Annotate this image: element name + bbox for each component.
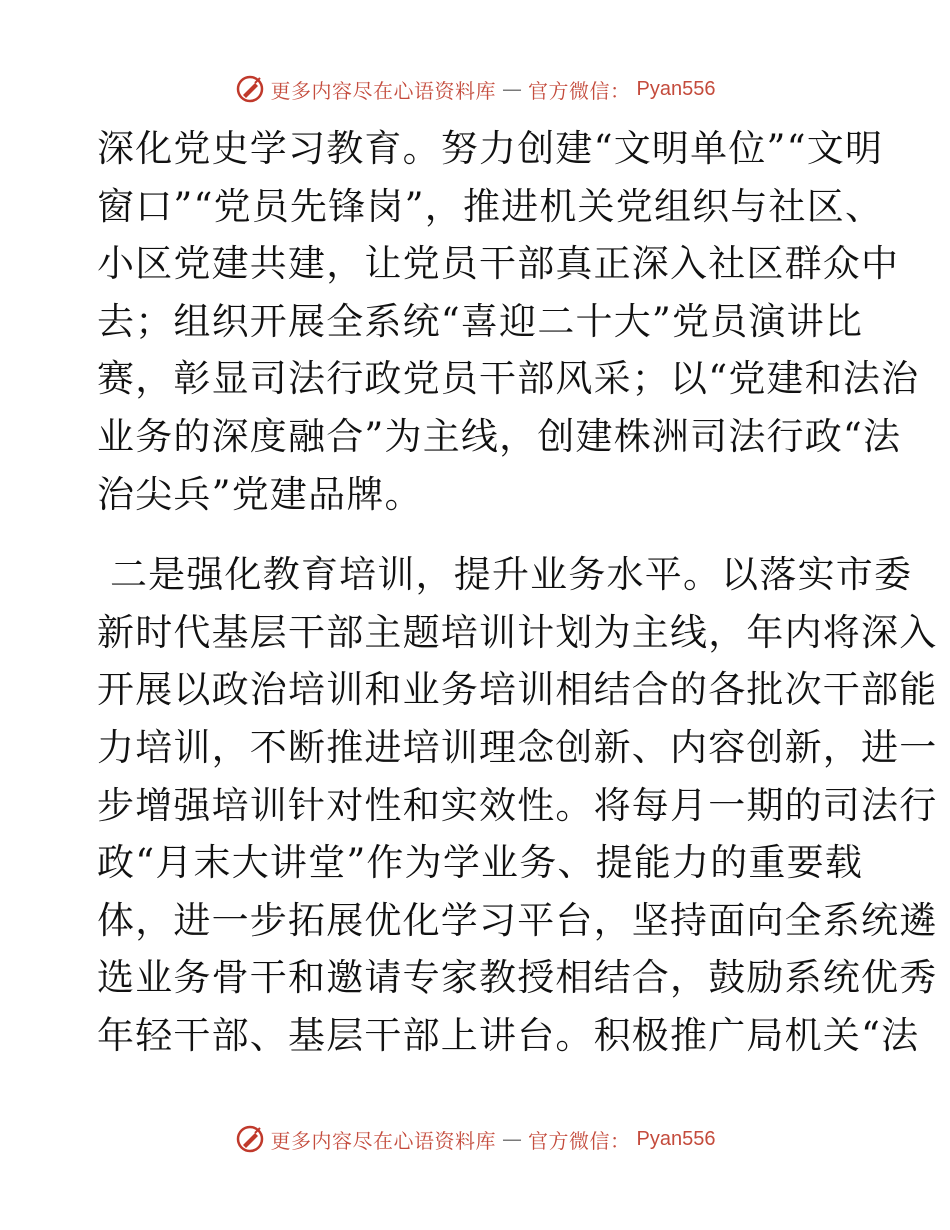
paragraph-education-training [97,546,938,1064]
watermark-separator: — [502,77,523,101]
text-line: 体，进一步拓展优化学习平台，坚持面向全系统遴 [97,898,938,942]
footer-watermark [0,1124,950,1154]
text-line: 去；组织开展全系统“喜迎二十大”党员演讲比 [97,299,864,343]
watermark-separator: — [502,1127,523,1151]
watermark-wechat-id: Pyan556 [636,1127,716,1150]
quill-logo-icon [235,1124,265,1154]
text-line: 开展以政治培训和业务培训相结合的各批次干部能 [97,668,938,712]
header-watermark [0,74,950,104]
watermark-official: 官方微信： [528,78,631,103]
text-line: 赛，彰显司法行政党员干部风采；以“党建和法治 [97,357,920,401]
text-line: 深化党史学习教育。努力创建“文明单位”“文明 [97,127,884,170]
text-line: 力培训，不断推进培训理念创新、内容创新，进一 [97,725,938,769]
watermark-brand: 更多内容尽在心语资料库 [270,78,497,103]
text-line: 选业务骨干和邀请专家教授相结合，鼓励系统优秀 [97,956,938,1000]
paragraph-party-building [97,120,920,523]
text-line: 政“月末大讲堂”作为学业务、提能力的重要载 [97,841,864,885]
document-body [97,120,938,1065]
text-line: 治尖兵”党建品牌。 [97,472,423,516]
text-line: 年轻干部、基层干部上讲台。积极推广局机关“法 [97,1013,920,1057]
watermark-official: 官方微信： [528,1128,631,1153]
text-line: 小区党建共建，让党员干部真正深入社区群众中 [97,242,900,286]
watermark-wechat-id: Pyan556 [636,77,716,100]
text-line: 窗口”“党员先锋岗”，推进机关党组织与社区、 [97,184,884,228]
watermark-brand: 更多内容尽在心语资料库 [270,1128,497,1153]
quill-logo-icon [235,74,265,104]
text-line: 二是强化教育培训，提升业务水平。以落实市委 [97,553,913,597]
text-line: 新时代基层干部主题培训计划为主线，年内将深入 [97,610,938,654]
text-line: 业务的深度融合”为主线，创建株洲司法行政“法 [97,414,902,458]
text-line: 步增强培训针对性和实效性。将每月一期的司法行 [97,783,938,827]
